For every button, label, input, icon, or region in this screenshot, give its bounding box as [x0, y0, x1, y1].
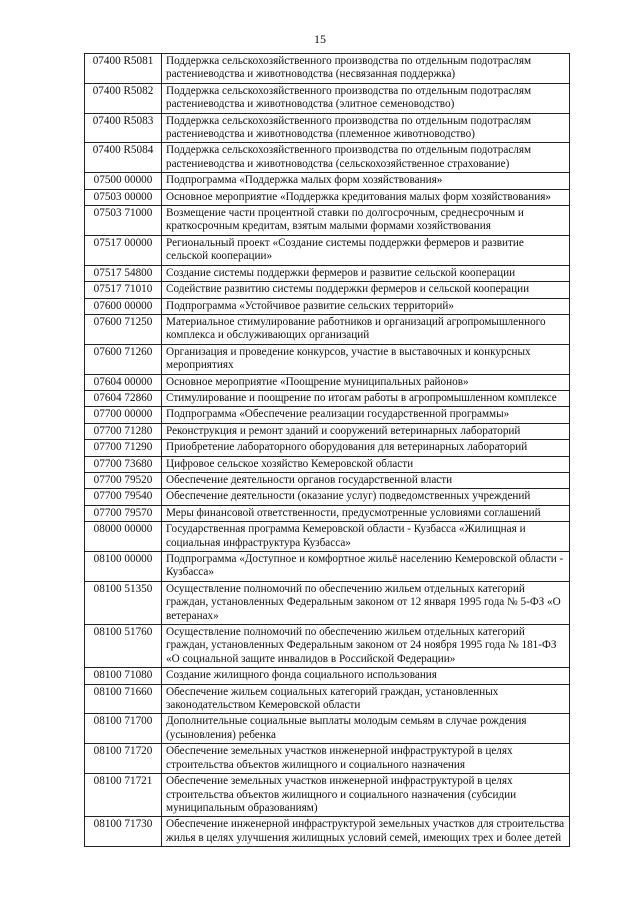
row-code: 07500 00000 [85, 173, 162, 189]
budget-classification-table [84, 53, 570, 847]
table-row [85, 440, 570, 456]
row-description: Реконструкция и ремонт зданий и сооружений ветеринарных лабораторий [162, 423, 570, 439]
row-code: 08100 00000 [85, 552, 162, 582]
row-description: Дополнительные социальные выплаты молодым семьям в случае рождения (усыновления) ребенка [162, 714, 570, 744]
row-code: 07700 71290 [85, 440, 162, 456]
table-row [85, 522, 570, 552]
table-row [85, 206, 570, 236]
table-row [85, 407, 570, 423]
table-row [85, 189, 570, 205]
table-row [85, 423, 570, 439]
table-row [85, 314, 570, 344]
table-row [85, 744, 570, 774]
table-row [85, 374, 570, 390]
row-description: Подпрограмма «Поддержка малых форм хозяйствования» [162, 173, 570, 189]
table-row [85, 390, 570, 406]
row-code: 07600 00000 [85, 298, 162, 314]
row-code: 07700 79520 [85, 472, 162, 488]
row-description: Основное мероприятие «Поддержка кредитования малых форм хозяйствования» [162, 189, 570, 205]
table-row [85, 774, 570, 817]
table-row [85, 235, 570, 265]
row-code: 07400 R5083 [85, 113, 162, 143]
row-code: 07604 72860 [85, 390, 162, 406]
row-description: Создание жилищного фонда социального использования [162, 668, 570, 684]
page-number: 15 [314, 32, 326, 46]
row-description: Поддержка сельскохозяйственного производства по отдельным подотраслям растениеводства и животноводства (племенное животноводство) [162, 113, 570, 143]
row-code: 07400 R5081 [85, 54, 162, 84]
row-description: Обеспечение инженерной инфраструктурой земельных участков для строительства жилья в целях улучшения жилищных условий семей, имеющих трех и более детей [162, 817, 570, 847]
row-code: 07503 00000 [85, 189, 162, 205]
table-row [85, 143, 570, 173]
table-row [85, 54, 570, 84]
row-description: Организация и проведение конкурсов, участие в выставочных и конкурсных мероприятиях [162, 344, 570, 374]
table-row [85, 581, 570, 624]
table-row [85, 472, 570, 488]
row-description: Основное мероприятие «Поощрение муниципальных районов» [162, 374, 570, 390]
row-code: 07517 54800 [85, 265, 162, 281]
row-description: Материальное стимулирование работников и организаций агропромышленного комплекса и обслуживающих организаций [162, 314, 570, 344]
row-code: 07700 79570 [85, 505, 162, 521]
table-row [85, 668, 570, 684]
row-description: Подпрограмма «Обеспечение реализации государственной программы» [162, 407, 570, 423]
table-row [85, 684, 570, 714]
row-description: Подпрограмма «Устойчивое развитие сельских территорий» [162, 298, 570, 314]
row-description: Подпрограмма «Доступное и комфортное жильё населению Кемеровской области - Кузбасса» [162, 552, 570, 582]
row-description: Обеспечение земельных участков инженерной инфраструктурой в целях строительства объектов жилищного и социального назначения [162, 744, 570, 774]
row-code: 07700 73680 [85, 456, 162, 472]
row-description: Поддержка сельскохозяйственного производства по отдельным подотраслям растениеводства и животноводства (сельскохозяйственное страхование) [162, 143, 570, 173]
table-row [85, 505, 570, 521]
table-row [85, 83, 570, 113]
table-row [85, 282, 570, 298]
table-row [85, 298, 570, 314]
table-row [85, 714, 570, 744]
row-description: Содействие развитию системы поддержки фермеров и сельской кооперации [162, 282, 570, 298]
row-description: Обеспечение земельных участков инженерной инфраструктурой в целях строительства объектов жилищного и социального назначения (субсидии муниципальным образованиям) [162, 774, 570, 817]
row-code: 07517 00000 [85, 235, 162, 265]
row-description: Создание системы поддержки фермеров и развитие сельской кооперации [162, 265, 570, 281]
row-description: Меры финансовой ответственности, предусмотренные условиями соглашений [162, 505, 570, 521]
row-description: Поддержка сельскохозяйственного производства по отдельным подотраслям растениеводства и животноводства (несвязанная поддержка) [162, 54, 570, 84]
row-description: Цифровое сельское хозяйство Кемеровской области [162, 456, 570, 472]
row-code: 07503 71000 [85, 206, 162, 236]
row-description: Региональный проект «Создание системы поддержки фермеров и развитие сельской кооперации» [162, 235, 570, 265]
row-description: Стимулирование и поощрение по итогам работы в агропромышленном комплексе [162, 390, 570, 406]
row-code: 08100 71080 [85, 668, 162, 684]
row-code: 07517 71010 [85, 282, 162, 298]
table-row [85, 265, 570, 281]
row-code: 08100 71730 [85, 817, 162, 847]
table-row [85, 344, 570, 374]
row-description: Возмещение части процентной ставки по долгосрочным, среднесрочным и краткосрочным кредитам, взятым малыми формами хозяйствования [162, 206, 570, 236]
row-description: Государственная программа Кемеровской области - Кузбасса «Жилищная и социальная инфраструктура Кузбасса» [162, 522, 570, 552]
row-code: 07700 79540 [85, 489, 162, 505]
row-code: 07400 R5082 [85, 83, 162, 113]
row-code: 08100 71700 [85, 714, 162, 744]
table-row [85, 456, 570, 472]
row-description: Приобретение лабораторного оборудования для ветеринарных лабораторий [162, 440, 570, 456]
row-code: 07600 71250 [85, 314, 162, 344]
row-code: 07600 71260 [85, 344, 162, 374]
row-code: 08000 00000 [85, 522, 162, 552]
row-description: Осуществление полномочий по обеспечению жильем отдельных категорий граждан, установленных Федеральным законом от 24 ноября 1995 года № 181-ФЗ «О социальной защите инвалидов в Российской Федерации» [162, 625, 570, 668]
row-code: 08100 71660 [85, 684, 162, 714]
table-row [85, 489, 570, 505]
row-code: 08100 51350 [85, 581, 162, 624]
table-row [85, 817, 570, 847]
table-row [85, 552, 570, 582]
row-description: Обеспечение жильем социальных категорий граждан, установленных законодательством Кемеровской области [162, 684, 570, 714]
row-description: Обеспечение деятельности органов государственной власти [162, 472, 570, 488]
row-code: 07604 00000 [85, 374, 162, 390]
row-description: Осуществление полномочий по обеспечению жильем отдельных категорий граждан, установленных Федеральным законом от 12 января 1995 года № 5-ФЗ «О ветеранах» [162, 581, 570, 624]
table-row [85, 113, 570, 143]
row-code: 07700 71280 [85, 423, 162, 439]
row-code: 07400 R5084 [85, 143, 162, 173]
row-code: 08100 51760 [85, 625, 162, 668]
table-row [85, 625, 570, 668]
row-code: 08100 71721 [85, 774, 162, 817]
row-code: 07700 00000 [85, 407, 162, 423]
table-body [85, 54, 570, 847]
table-row [85, 173, 570, 189]
row-code: 08100 71720 [85, 744, 162, 774]
row-description: Обеспечение деятельности (оказание услуг) подведомственных учреждений [162, 489, 570, 505]
row-description: Поддержка сельскохозяйственного производства по отдельным подотраслям растениеводства и животноводства (элитное семеноводство) [162, 83, 570, 113]
